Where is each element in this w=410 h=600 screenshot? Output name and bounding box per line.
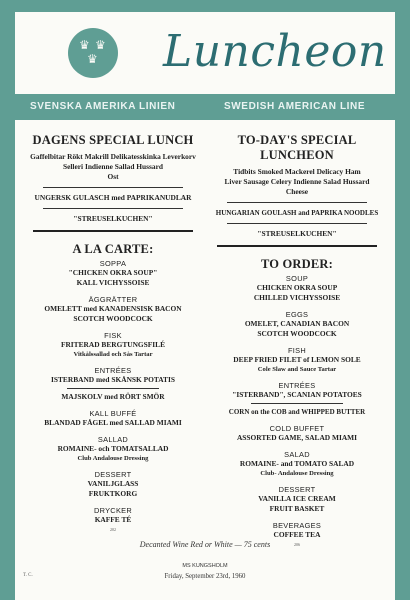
menu-item: CHICKEN OKRA SOUP	[256, 282, 338, 292]
english-column	[211, 133, 383, 547]
banner-english: SWEDISH AMERICAN LINE	[224, 101, 366, 112]
divider	[227, 202, 367, 203]
ship-name: MS KUNGSHOLM	[182, 563, 228, 569]
special-main: HUNGARIAN GOULASH and PAPRIKA NOODLES	[215, 209, 379, 217]
wine-note: Decanted Wine Red or White — 75 cents	[139, 540, 271, 549]
menu-item: OMELETT med KANADENSISK BACON	[44, 303, 182, 313]
menu-card	[15, 12, 395, 600]
menu-item: VANILLA ICE CREAM	[258, 493, 336, 503]
menu-item: Club Andalouse Dressing	[77, 454, 149, 462]
menu-item: "CHICKEN OKRA SOUP"	[68, 267, 158, 277]
special-line: Cheese	[285, 187, 309, 196]
section-title: FISK	[104, 330, 122, 340]
section-title: ENTRÉES	[278, 380, 316, 390]
menu-item: KALL VICHYSSOISE	[76, 277, 150, 287]
section-title: SALLAD	[97, 434, 129, 444]
three-crowns-icon	[68, 28, 118, 78]
special-dessert: "STREUSELKUCHEN"	[257, 229, 337, 238]
menu-item: CORN on the COB and WHIPPED BUTTER	[228, 407, 366, 416]
menu-item: ASSORTED GAME, SALAD MIAMI	[236, 432, 358, 442]
section-title: ÄGGRÄTTER	[88, 294, 138, 304]
menu-item: BLANDAD FÅGEL med SALLAD MIAMI	[44, 417, 182, 427]
menu-item: FRUIT BASKET	[269, 503, 325, 513]
line-banner	[15, 94, 395, 120]
special-line: Ost	[107, 172, 119, 181]
divider	[43, 208, 183, 209]
print-number: 206	[294, 541, 300, 547]
print-number: 202	[110, 526, 116, 532]
section-title: DESSERT	[278, 484, 316, 494]
menu-item: OMELET, CANADIAN BACON	[244, 318, 350, 328]
crown-icon: ♛	[95, 38, 106, 52]
crown-icon: ♛	[87, 52, 98, 66]
section-title: SOPPA	[99, 258, 127, 268]
section-title: COLD BUFFET	[269, 423, 325, 433]
menu-item: KAFFE TÉ	[94, 514, 132, 524]
menu-item: Cole Slaw and Sauce Tartar	[257, 365, 337, 373]
section-title: DESSERT	[94, 469, 132, 479]
section-title: SALAD	[284, 449, 310, 459]
menu-item: FRUKTKORG	[88, 488, 138, 498]
special-title: DAGENS SPECIAL LUNCH	[32, 133, 194, 147]
special-dessert: "STREUSELKUCHEN"	[73, 214, 153, 223]
alacarte-title: A LA CARTE:	[72, 241, 154, 256]
menu-item: COFFEE TEA	[273, 529, 321, 539]
divider	[67, 388, 159, 389]
menu-title: Luncheon	[163, 26, 387, 77]
menu-item: MAJSKOLV med RÖRT SMÖR	[61, 391, 165, 401]
special-line: Selleri Indienne Sallad Hussard	[62, 162, 163, 171]
section-title: FISH	[287, 345, 307, 355]
section-title: KALL BUFFÉ	[89, 408, 137, 418]
menu-item: ROMAINE- and TOMATO SALAD	[239, 458, 355, 468]
section-title: ENTRÉES	[94, 365, 132, 375]
menu-date: Friday, September 23rd, 1960	[164, 573, 246, 580]
menu-item: ISTERBAND med SKÅNSK POTATIS	[51, 374, 175, 384]
special-line: Gaffelbitar Rökt Makrill Delikatesskinka Leverkorv	[30, 152, 196, 161]
printer-initials: T. C.	[23, 573, 33, 578]
special-main: UNGERSK GULASCH med PAPRIKANUDLAR	[34, 193, 192, 202]
divider	[217, 245, 377, 247]
divider	[33, 230, 193, 232]
banner-swedish: SVENSKA AMERIKA LINIEN	[30, 101, 176, 112]
menu-item: VANILJGLASS	[87, 478, 139, 488]
divider	[43, 187, 183, 188]
crown-icon: ♛	[79, 38, 90, 52]
menu-item: SCOTCH WOODCOCK	[257, 328, 337, 338]
menu-item: FRITERAD BERGTUNGSFILÉ	[60, 339, 166, 349]
special-line: Liver Sausage Celery Indienne Salad Hussard	[224, 177, 370, 186]
menu-item: "ISTERBAND", SCANIAN POTATOES	[232, 389, 362, 399]
menu-item: SCOTCH WOODCOCK	[73, 313, 153, 323]
menu-header	[15, 12, 395, 94]
menu-item: Vitkålssallad och Sås Tartar	[73, 350, 153, 358]
menu-item: ROMAINE- och TOMATSALLAD	[57, 443, 169, 453]
swedish-column	[27, 133, 199, 532]
section-title: DRYCKER	[93, 505, 133, 515]
section-title: EGGS	[285, 309, 309, 319]
special-title: TO-DAY'S SPECIAL LUNCHEON	[237, 133, 357, 162]
menu-item: DEEP FRIED FILET of LEMON SOLE	[233, 354, 361, 364]
divider	[227, 223, 367, 224]
section-title: SOUP	[285, 273, 309, 283]
special-line: Tidbits Smoked Mackerel Delicacy Ham	[233, 167, 361, 176]
menu-item: CHILLED VICHYSSOISE	[253, 292, 341, 302]
section-title: BEVERAGES	[272, 520, 322, 530]
menu-item: Club- Andalouse Dressing	[260, 469, 334, 477]
divider	[251, 403, 343, 404]
alacarte-title: TO ORDER:	[260, 256, 334, 271]
